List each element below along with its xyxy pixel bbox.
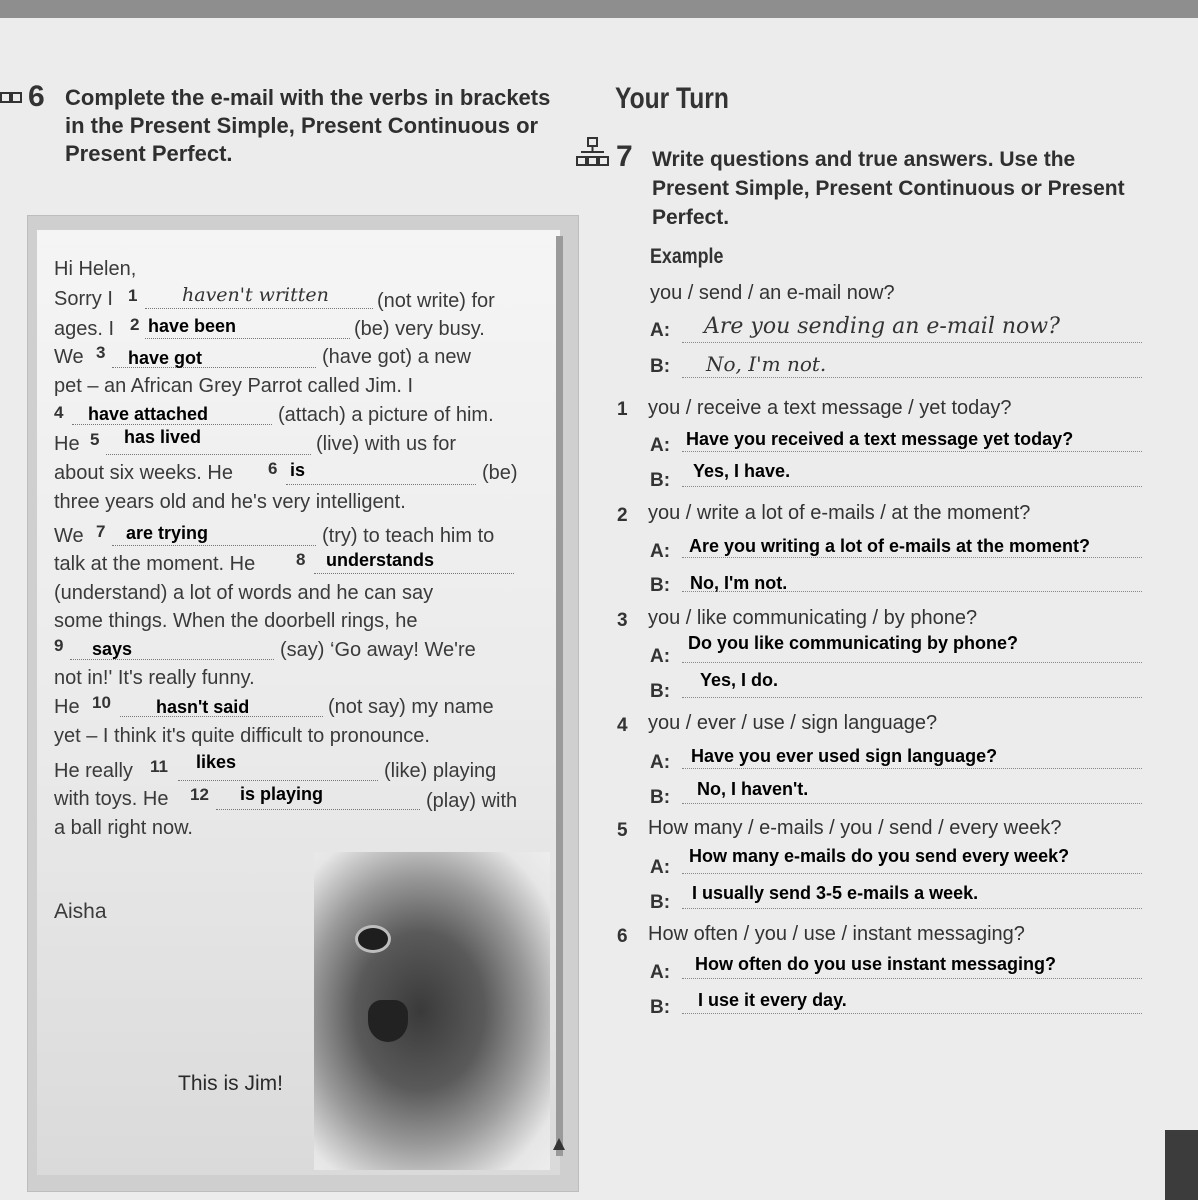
answer-line (682, 1013, 1142, 1014)
item-number: 2 (617, 505, 628, 526)
question-number: 10 (92, 693, 111, 712)
speaker-a-label: A: (650, 541, 671, 562)
answer-field[interactable]: are trying (126, 523, 209, 543)
item-prompt: you / write a lot of e-mails / at the moment? (648, 502, 1031, 524)
item-prompt: you / like communicating / by phone? (648, 607, 978, 629)
email-text: about six weeks. He (54, 462, 233, 484)
answer-field[interactable]: have got (128, 348, 203, 368)
speaker-b-label: B: (650, 575, 671, 596)
email-text: with toys. He (54, 788, 169, 810)
item-number: 5 (617, 820, 628, 841)
email-signature: Aisha (54, 900, 107, 923)
answer-example: haven't written (182, 284, 329, 306)
answer-a-field[interactable]: Have you ever used sign language? (691, 746, 998, 766)
answer-line (682, 978, 1142, 979)
verb-hint: (like) playing (384, 760, 497, 782)
answer-b-field[interactable]: I usually send 3-5 e-mails a week. (692, 883, 979, 903)
verb-hint: (have got) a new (322, 346, 471, 368)
email-text: He (54, 433, 80, 455)
exercise-instruction: Complete the e-mail with the verbs in brackets in the Present Simple, Present Continuous or Present Perfect. (65, 85, 551, 166)
verb-hint: (live) with us for (316, 433, 457, 455)
question-number: 12 (190, 785, 209, 804)
email-text: three years old and he's very intelligent. (54, 491, 406, 513)
question-number: 3 (96, 343, 106, 362)
question-number: 9 (54, 636, 64, 655)
verb-hint: (try) to teach him to (322, 525, 495, 547)
scan-top-edge (0, 0, 1198, 18)
speaker-a-label: A: (650, 752, 671, 773)
speaker-b-label: B: (650, 997, 671, 1018)
answer-line (145, 338, 350, 339)
verb-hint: (not say) my name (328, 696, 494, 718)
answer-line (682, 803, 1142, 804)
answer-line (286, 484, 476, 485)
verb-hint: (attach) a picture of him. (278, 404, 494, 426)
email-text: He really (54, 760, 133, 782)
email-text: a ball right now. (54, 817, 193, 839)
exercise-instruction: Write questions and true answers. Use the Present Simple, Present Continuous or Present Perfect. (652, 148, 1125, 229)
email-text: He (54, 696, 80, 718)
answer-line (682, 557, 1142, 558)
question-number: 4 (54, 403, 64, 422)
item-prompt: How many / e-mails / you / send / every week? (648, 817, 1062, 839)
answer-line (682, 377, 1142, 378)
item-number: 1 (617, 399, 628, 420)
computer-icon (0, 92, 22, 104)
verb-hint: (play) with (426, 790, 518, 812)
answer-field[interactable]: have attached (88, 404, 209, 424)
exercise-number: 7 (616, 140, 633, 173)
verb-hint: (be) (482, 462, 518, 484)
answer-field[interactable]: says (92, 639, 133, 659)
section-heading: Your Turn (615, 82, 729, 115)
exercise-number: 6 (28, 80, 45, 113)
item-number: 3 (617, 610, 628, 631)
parrot-beak (368, 1000, 408, 1042)
parrot-eye (355, 925, 391, 953)
speaker-a-label: A: (650, 435, 671, 456)
example-prompt: you / send / an e-mail now? (650, 282, 895, 304)
answer-line (682, 697, 1142, 698)
answer-a-field[interactable]: Are you writing a lot of e-mails at the moment? (689, 536, 1091, 556)
email-text: We (54, 525, 84, 547)
item-prompt: How often / you / use / instant messaging? (648, 923, 1025, 945)
email-text: ages. I (54, 318, 115, 340)
question-number: 7 (96, 522, 106, 541)
answer-line (682, 451, 1142, 452)
answer-line (682, 662, 1142, 663)
speaker-b-label: B: (650, 356, 671, 377)
answer-line (145, 308, 373, 309)
answer-field[interactable]: likes (196, 752, 237, 772)
answer-b-field[interactable]: No, I haven't. (697, 779, 809, 799)
email-greeting: Hi Helen, (54, 258, 137, 280)
answer-a-field[interactable]: How many e-mails do you send every week? (689, 846, 1070, 866)
question-number: 8 (296, 550, 306, 569)
example-label: Example (650, 245, 724, 268)
answer-line (112, 545, 316, 546)
email-text: talk at the moment. He (54, 553, 256, 575)
answer-field[interactable]: hasn't said (156, 697, 250, 717)
verb-hint: (say) ‘Go away! We're (280, 639, 476, 661)
question-number: 11 (150, 757, 168, 776)
scroll-arrow-icon (553, 1138, 565, 1150)
email-text: some things. When the doorbell rings, he (54, 610, 418, 632)
answer-a-field[interactable]: Have you received a text message yet today? (686, 429, 1074, 449)
speaker-a-label: A: (650, 320, 671, 341)
scan-corner-shadow (1165, 1130, 1198, 1200)
answer-field[interactable]: is playing (240, 784, 324, 804)
verb-hint: (be) very busy. (354, 318, 485, 340)
item-number: 6 (617, 926, 628, 947)
verb-hint: (not write) for (377, 290, 495, 312)
parrot-photo (314, 852, 550, 1170)
answer-b-field[interactable]: Yes, I have. (693, 461, 791, 481)
speaker-a-label: A: (650, 857, 671, 878)
item-prompt: you / receive a text message / yet today? (648, 397, 1012, 419)
answer-a-field[interactable]: How often do you use instant messaging? (695, 954, 1057, 974)
speaker-b-label: B: (650, 681, 671, 702)
answer-b-field[interactable]: I use it every day. (698, 990, 847, 1010)
answer-line (682, 768, 1142, 769)
answer-line (682, 486, 1142, 487)
photo-caption: This is Jim! (178, 1072, 283, 1095)
question-number: 1 (128, 286, 138, 305)
question-number: 2 (130, 315, 140, 334)
answer-b-field[interactable]: Yes, I do. (700, 670, 779, 690)
email-text: yet – I think it's quite difficult to pronounce. (54, 725, 430, 747)
answer-field[interactable]: is (290, 460, 306, 480)
answer-field[interactable]: understands (326, 550, 435, 570)
answer-line (682, 908, 1142, 909)
question-number: 5 (90, 430, 100, 449)
speaker-b-label: B: (650, 787, 671, 808)
email-scrollbar (556, 236, 563, 1156)
item-number: 4 (617, 715, 628, 736)
email-text: Sorry I (54, 288, 113, 310)
answer-line (682, 873, 1142, 874)
answer-line (106, 454, 311, 455)
speaker-b-label: B: (650, 892, 671, 913)
email-text: not in!' It's really funny. (54, 667, 255, 689)
speaker-a-label: A: (650, 962, 671, 983)
answer-line (178, 780, 378, 781)
speaker-b-label: B: (650, 470, 671, 491)
answer-a-field[interactable]: Do you like communicating by phone? (688, 633, 1019, 653)
answer-line (682, 342, 1142, 343)
answer-field[interactable]: has lived (124, 427, 202, 447)
item-prompt: you / ever / use / sign language? (648, 712, 938, 734)
email-text: We (54, 346, 84, 368)
email-text: pet – an African Grey Parrot called Jim. I (54, 375, 414, 397)
answer-field[interactable]: have been (148, 316, 237, 336)
example-answer-a: Are you sending an e-mail now? (704, 314, 1060, 339)
answer-b-field[interactable]: No, I'm not. (690, 573, 788, 593)
email-text: (understand) a lot of words and he can say (54, 582, 434, 604)
speaker-a-label: A: (650, 646, 671, 667)
network-icon (576, 137, 610, 169)
example-answer-b: No, I'm not. (706, 352, 827, 376)
question-number: 6 (268, 459, 278, 478)
answer-line (216, 809, 420, 810)
answer-line (314, 573, 514, 574)
